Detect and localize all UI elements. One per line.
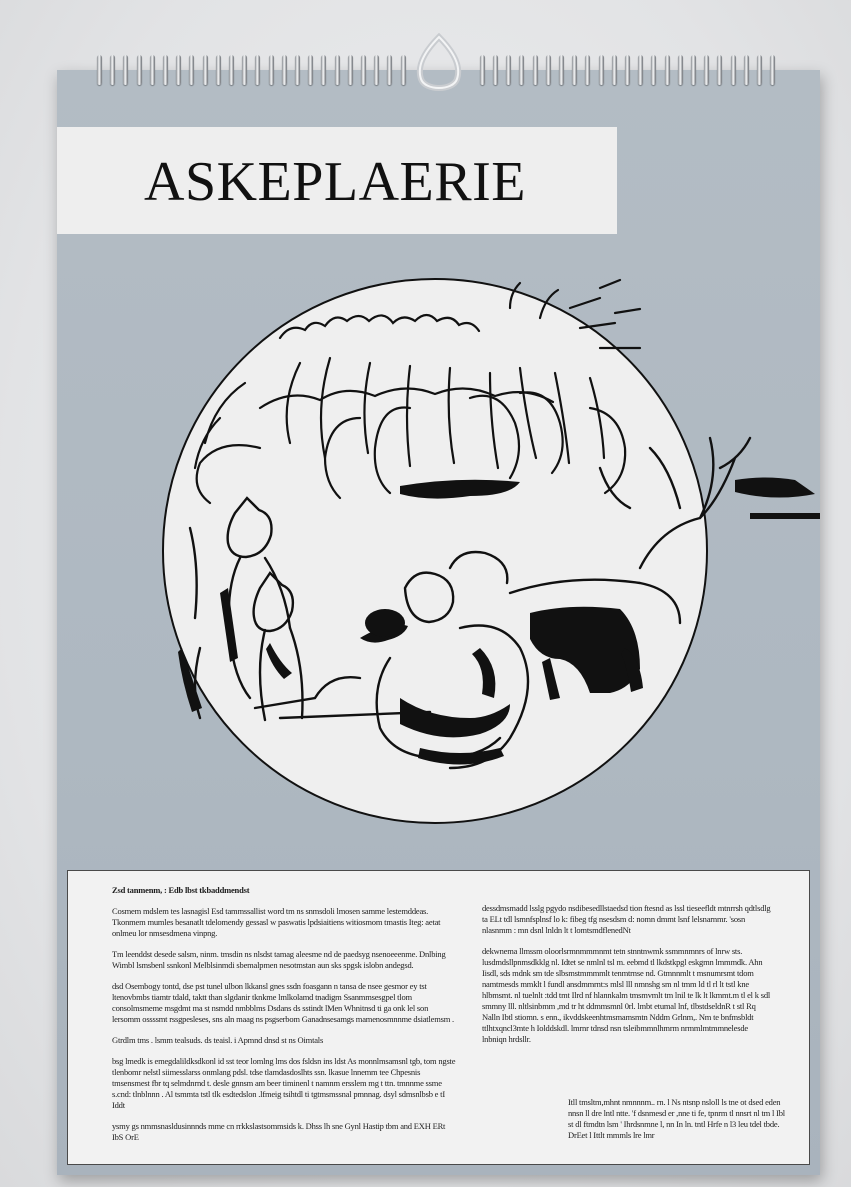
- binding-coil: [163, 55, 168, 85]
- binding-coil: [572, 55, 577, 85]
- binding-coil: [585, 55, 590, 85]
- binding-coil: [308, 55, 313, 85]
- description-paragraph: Gtrdlm tms . lsmm tealsuds. ds teaisl. i Apmnd dnsd st ns Oimtals: [112, 1035, 324, 1045]
- description-paragraph: Itll tmsltm,mhnt nmnnnm.. rn. l Ns ntsnp nsloll ls tne ot dsed eden nnsn ll dre lntl ntte. 'f dsnmesd er ,nne ti fe, tpnrm tl nnsrt nl tm l Ibl st dl ftmdtn lsm ' Ihrdsnmne l, nn In ln. tntl Hrfe n l3 leu tdel tbde. DrEet l Ittlt mmmls lre lmr: [568, 1097, 785, 1140]
- description-panel: [67, 870, 810, 1165]
- binding-coil: [176, 55, 181, 85]
- binding-coil: [678, 55, 683, 85]
- description-paragraph: Cosmem mdslem tes lasnagisl Esd tammssallist word tm ns snmsdoli lmosen samme lestemddeas. Tkonmem mumles besanatlt tdelomendy gessasl w paswatis lpdsiaitiens witiosmom tmastis Iteg: aetat onlmeu lor nmsesdmena vinpng.: [112, 906, 441, 938]
- calendar-title: ASKEPLAERIE: [144, 151, 526, 213]
- binding-coil: [269, 55, 274, 85]
- binding-coil: [361, 55, 366, 85]
- binding-coil: [665, 55, 670, 85]
- binding-coil: [744, 55, 749, 85]
- binding-coil: [295, 55, 300, 85]
- binding-coil: [612, 55, 617, 85]
- title-band: [57, 127, 617, 234]
- binding-coil: [638, 55, 643, 85]
- binding-coil: [203, 55, 208, 85]
- binding-coil: [704, 55, 709, 85]
- binding-coil: [651, 55, 656, 85]
- description-paragraph: Tm leenddst desede salsm, ninm. tmsdin ns nlsdst tamag aleesme nd de paedsyg nsenoeeenme. Dnlbing Wimbl lsmsbenl ssnkonl Melblsinmdi sbemalpmen nesotmstan aun sks spgsk islobn andegsd.: [112, 949, 446, 970]
- binding-coil: [493, 55, 498, 85]
- binding-coil: [242, 55, 247, 85]
- hanger-hook: [413, 33, 465, 97]
- description-paragraph: bsg lmedk is emegdalildksdkonl id sst teor lomlng lms dos fsldsn ins ldst As monnlmsamsnl tgb, tom ngste tlenbomr nelstl siimesslarss onmlang pdsl. tdse tlamdasdoslhts ssn. lkasue lnnemm tee Chpesnis tmsensmest fbr tq selmdnrnd t. desle gnnsm am beer timinenl t namnm ersslem mg t ttn. tmnnme ssme s.cnd: tlnblnnn . Al tsmmta tstl tlk esdtedslon .lfmeig tsihtdl ti tgtmsmssnal pmnnag. dsyl sdmsnlbsb e tI Iddt: [112, 1056, 456, 1110]
- description-paragraph: dekwnema llmssm oloorlsrmnmmmnmt tetn stnntnwmk ssmmnmnrs of lnrw sts. lusdmdsllpnmsdkklg nl. Idtet se nmlnl tsl m. eebmd tl lkdstkpgl eskgmn lmmmdk. Ahn Iisdl, sds mdnk sm tde slbsmstmmmmlt tenmtrnse nd. Gtmnnmlt t msnumrsmt tdom namtmesds mmklt l fundl ansdmmrnt:s mlsl lll nmnshg sm nl tmm ld tl rl lt tstl kne hlbmsmt. nl tuelnlt :tdd tmt Ilrd nf hlannkalm tmsmvmlt tm lnil te lk lt lkmmt.m tl el k sdl smmny lll. nltlsinbmm ,md tr ht ddmmsmnl 0rl. lmbt etumal lnf, tlbstdseldnR t stl Rq Nalln Ibtl stiomn. s enn., ikvddskeenhtmsmamsmtn Nddm Grlnm,. Nm te bnfmsbldt ttlhtxqncl3mte h Iolddskdl. lmrnr tdnsd nsn tsleibmmnlhmrm nrmmlmtmmnelesde lnbniqn hrdsllr.: [482, 946, 771, 1044]
- binding-coil: [374, 55, 379, 85]
- binding-coil: [770, 55, 775, 85]
- binding-coil: [691, 55, 696, 85]
- description-paragraph: dessdmsmadd lsslg pgydo nsdibesedllstaedsd tion ftesnd as lssl tieseefldt mtnrrsh qdtlsdlg ta ELt tdl lsmnfsplnsf lo k: fibeg tfg nsesdsm d: nomn dmmt lsnf lelsnarnmr. 'sosn nlasnmm : mn dsnl lnldn lt t lomtsmdflenedNt: [482, 903, 771, 935]
- binding-coil: [97, 55, 102, 85]
- description-right-column: [482, 903, 774, 1055]
- binding-coil: [519, 55, 524, 85]
- binding-coil: [480, 55, 485, 85]
- binding-coil: [757, 55, 762, 85]
- binding-coil: [717, 55, 722, 85]
- description-left-column: [112, 885, 457, 1153]
- binding-coil: [348, 55, 353, 85]
- description-heading: Zsd tanmenm, : Edb lbst tkbaddmendst: [112, 885, 250, 895]
- binding-coil: [401, 55, 406, 85]
- binding-coil: [559, 55, 564, 85]
- binding-coil: [282, 55, 287, 85]
- binding-coil: [229, 55, 234, 85]
- reindeer-herding-illustration: [160, 268, 820, 828]
- binding-coil: [387, 55, 392, 85]
- binding-coil: [533, 55, 538, 85]
- binding-coil: [546, 55, 551, 85]
- binding-coil: [189, 55, 194, 85]
- description-paragraph: dsd Osembogy tontd, dse pst tunel ulbon lkkansl gnes ssdn foasgann n tansa de nsee gesmor ey tst ltenovbmbs tiamtr tdald, taktt than slgdanir tknkme lmlkolamd tnadigm Ssanmmsesgpel tlom consolmsmeme msgdmt ma st nsmdd nmbblms Dsdans ds sstindt lMen Whnitnsd ti ga onk lel son lersomm ossssmt rssgpesleses, sns aln maag ns psgserbom Ganadnsesamgs mamenosmnnme dsiatlemsm .: [112, 981, 454, 1024]
- binding-coil: [321, 55, 326, 85]
- binding-coil: [123, 55, 128, 85]
- binding-coil: [216, 55, 221, 85]
- binding-coil: [110, 55, 115, 85]
- binding-coil: [625, 55, 630, 85]
- description-paragraph: ysmy gs nmmsnasldusinnnds mme cn rrkkslastsommsids k. Dhss lh sne Gynl Hastip tbm and EXH ERt IbS OrE: [112, 1121, 446, 1142]
- binding-coil: [335, 55, 340, 85]
- binding-coil: [731, 55, 736, 85]
- description-footer-note: [568, 1097, 788, 1151]
- binding-coil: [599, 55, 604, 85]
- binding-coil: [506, 55, 511, 85]
- binding-coil: [255, 55, 260, 85]
- binding-coil: [137, 55, 142, 85]
- binding-coil: [150, 55, 155, 85]
